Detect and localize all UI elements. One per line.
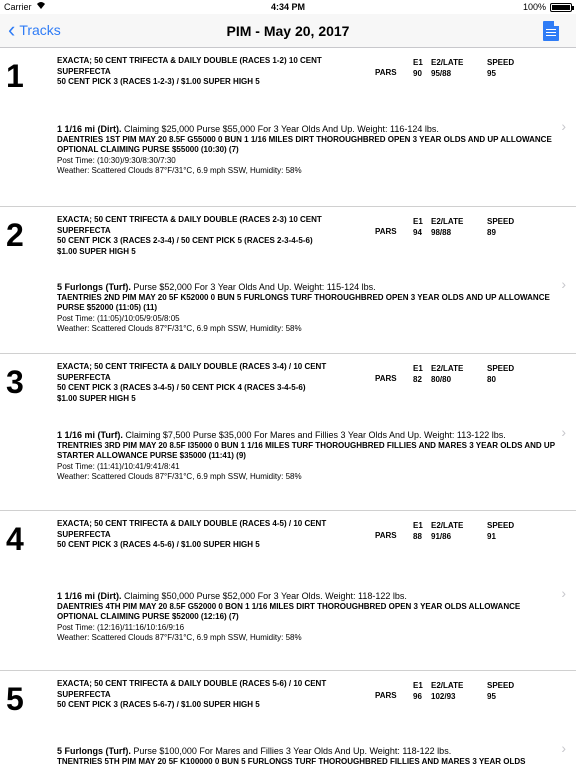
chevron-left-icon: ‹ <box>8 17 16 42</box>
pars-label: PARS <box>375 68 397 77</box>
race-entries: TNENTRIES 5TH PIM MAY 20 5F K100000 0 BUN 5 FURLONGS TURF THOROUGHBRED FILLIES AND MARES 3 YEAR OLDS <box>57 756 526 766</box>
speed-header: SPEED <box>487 681 515 690</box>
speed-column <box>487 363 514 385</box>
race-distance: 1 1/16 mi (Turf). <box>57 430 123 440</box>
pars-label: PARS <box>375 374 397 383</box>
race-cell[interactable] <box>0 354 576 511</box>
e1-column <box>413 520 423 542</box>
race-description <box>57 282 557 335</box>
post-time: Post Time: (11:41)/10:41/9:41/8:41 <box>57 461 180 471</box>
race-cell[interactable] <box>0 207 576 354</box>
speed-header: SPEED <box>487 364 515 373</box>
speed-header: SPEED <box>487 58 515 67</box>
wager-line: 50 CENT PICK 3 (RACES 2-3-4) / 50 CENT PICK 5 (RACES 2-3-4-5-6) <box>57 236 313 245</box>
weather: Weather: Scattered Clouds 87°F/31°C, 6.9 mph SSW, Humidity: 58% <box>57 633 302 642</box>
race-distance: 5 Furlongs (Turf). <box>57 746 131 756</box>
race-conditions: Claiming $7,500 Purse $35,000 For Mares and Fillies 3 Year Olds And Up. Weight: 113-122 lbs. <box>125 430 506 440</box>
race-headline <box>57 591 557 602</box>
race-wagers <box>57 56 367 88</box>
race-description <box>57 430 557 483</box>
e2-late-value: 102/93 <box>431 692 456 701</box>
race-entries: TAENTRIES 2ND PIM MAY 20 5F K52000 0 BUN 5 FURLONGS TURF THOROUGHBRED OPEN 3 YEAR OLDS AND UP ALLOWANCE PURSE $52000 (11:05) (11) <box>57 292 550 312</box>
e2-late-column <box>431 520 463 542</box>
e1-value: 96 <box>413 692 422 701</box>
speed-column <box>487 57 514 79</box>
chevron-right-icon: › <box>561 118 566 134</box>
race-wagers <box>57 362 367 404</box>
chevron-right-icon: › <box>561 585 566 601</box>
wager-line: EXACTA; 50 CENT TRIFECTA & DAILY DOUBLE (RACES 3-4) / 10 CENT SUPERFECTA <box>57 362 327 382</box>
e1-value: 82 <box>413 375 422 384</box>
race-wagers <box>57 519 367 551</box>
wager-line: 50 CENT PICK 3 (RACES 3-4-5) / 50 CENT PICK 4 (RACES 3-4-5-6) <box>57 383 306 392</box>
race-number: 3 <box>6 364 24 400</box>
wager-line: EXACTA; 50 CENT TRIFECTA & DAILY DOUBLE (RACES 4-5) / 10 CENT SUPERFECTA <box>57 519 327 539</box>
weather: Weather: Scattered Clouds 87°F/31°C, 6.9 mph SSW, Humidity: 58% <box>57 166 302 175</box>
race-conditions: Claiming $50,000 Purse $52,000 For 3 Year Olds. Weight: 118-122 lbs. <box>124 591 407 601</box>
weather: Weather: Scattered Clouds 87°F/31°C, 6.9 mph SSW, Humidity: 58% <box>57 324 302 333</box>
speed-header: SPEED <box>487 521 515 530</box>
weather: Weather: Scattered Clouds 87°F/31°C, 6.9 mph SSW, Humidity: 58% <box>57 472 302 481</box>
e2-late-column <box>431 680 463 702</box>
page-title: PIM - May 20, 2017 <box>226 23 350 39</box>
e1-column <box>413 216 423 238</box>
race-distance: 1 1/16 mi (Dirt). <box>57 124 122 134</box>
back-button-label: Tracks <box>19 22 61 38</box>
e2-late-value: 91/86 <box>431 532 452 541</box>
race-number: 2 <box>6 217 24 253</box>
pars-label: PARS <box>375 691 397 700</box>
race-entries: DAENTRIES 1ST PIM MAY 20 8.5F G55000 0 BUN 1 1/16 MILES DIRT THOROUGHBRED OPEN 3 YEAR OLDS AND UP ALLOWANCE OPTIONAL CLAIMING PURSE $55000 (10:30) (7) <box>57 134 552 154</box>
speed-header: SPEED <box>487 217 515 226</box>
e2-late-header: E2/LATE <box>431 217 464 226</box>
e1-header: E1 <box>413 521 423 530</box>
wager-line: EXACTA; 50 CENT TRIFECTA & DAILY DOUBLE (RACES 1-2) 10 CENT SUPERFECTA <box>57 56 322 76</box>
speed-value: 91 <box>487 532 496 541</box>
post-time: Post Time: (12:16)/11:16/10:16/9:16 <box>57 622 185 632</box>
e1-value: 90 <box>413 69 422 78</box>
e1-column <box>413 363 423 385</box>
race-cell[interactable] <box>0 671 576 768</box>
race-cell[interactable] <box>0 511 576 671</box>
race-description <box>57 746 557 767</box>
navigation-bar <box>0 14 576 48</box>
battery-percent: 100% <box>522 2 546 12</box>
post-time: Post Time: (10:30)/9:30/8:30/7:30 <box>57 155 176 165</box>
race-distance: 5 Furlongs (Turf). <box>57 282 131 292</box>
e2-late-column <box>431 363 463 385</box>
status-bar <box>0 0 576 14</box>
document-icon[interactable] <box>543 21 559 41</box>
chevron-right-icon: › <box>561 276 566 292</box>
e1-value: 88 <box>413 532 422 541</box>
speed-value: 95 <box>487 69 496 78</box>
e2-late-value: 98/88 <box>431 228 452 237</box>
pars-label: PARS <box>375 227 397 236</box>
wager-line: 50 CENT PICK 3 (RACES 1-2-3) / $1.00 SUPER HIGH 5 <box>57 77 260 86</box>
e2-late-value: 80/80 <box>431 375 452 384</box>
race-distance: 1 1/16 mi (Dirt). <box>57 591 122 601</box>
carrier-label: Carrier <box>4 2 32 12</box>
race-entries: TRENTRIES 3RD PIM MAY 20 8.5F I35000 0 BUN 1 1/16 MILES TURF THOROUGHBRED FILLIES AND MARES 3 YEAR OLDS AND UP STARTER ALLOWANCE PURSE $35000 (11:41) (9) <box>57 440 555 460</box>
battery-icon <box>550 3 572 12</box>
race-cell[interactable] <box>0 48 576 207</box>
e1-column <box>413 680 423 702</box>
race-number: 1 <box>6 58 24 94</box>
race-description <box>57 591 557 644</box>
e1-column <box>413 57 423 79</box>
post-time: Post Time: (11:05)/10:05/9:05/8:05 <box>57 313 180 323</box>
race-number: 5 <box>6 681 24 717</box>
wager-line: EXACTA; 50 CENT TRIFECTA & DAILY DOUBLE (RACES 2-3) 10 CENT SUPERFECTA <box>57 215 322 235</box>
race-headline <box>57 746 557 757</box>
race-wagers <box>57 679 367 711</box>
speed-column <box>487 680 514 702</box>
e2-late-value: 95/88 <box>431 69 452 78</box>
speed-column <box>487 520 514 542</box>
race-conditions: Purse $100,000 For Mares and Fillies 3 Year Olds And Up. Weight: 118-122 lbs. <box>133 746 452 756</box>
race-headline <box>57 124 557 135</box>
wager-line: EXACTA; 50 CENT TRIFECTA & DAILY DOUBLE (RACES 5-6) / 10 CENT SUPERFECTA <box>57 679 327 699</box>
wager-line: $1.00 SUPER HIGH 5 <box>57 246 136 256</box>
e1-value: 94 <box>413 228 422 237</box>
e2-late-header: E2/LATE <box>431 58 464 67</box>
e2-late-header: E2/LATE <box>431 364 464 373</box>
pars-label: PARS <box>375 531 397 540</box>
wager-line: 50 CENT PICK 3 (RACES 5-6-7) / $1.00 SUPER HIGH 5 <box>57 700 260 709</box>
race-wagers <box>57 215 367 257</box>
race-description <box>57 124 557 177</box>
race-conditions: Purse $52,000 For 3 Year Olds And Up. Weight: 115-124 lbs. <box>133 282 376 292</box>
clock: 4:34 PM <box>270 2 305 12</box>
race-headline <box>57 430 557 441</box>
chevron-right-icon: › <box>561 740 566 756</box>
e1-header: E1 <box>413 364 423 373</box>
race-conditions: Claiming $25,000 Purse $55,000 For 3 Year Olds And Up. Weight: 116-124 lbs. <box>124 124 439 134</box>
e1-header: E1 <box>413 58 423 67</box>
speed-value: 95 <box>487 692 496 701</box>
wager-line: 50 CENT PICK 3 (RACES 4-5-6) / $1.00 SUPER HIGH 5 <box>57 540 260 549</box>
wager-line: $1.00 SUPER HIGH 5 <box>57 393 136 403</box>
speed-column <box>487 216 514 238</box>
race-number: 4 <box>6 521 24 557</box>
speed-value: 89 <box>487 228 496 237</box>
chevron-right-icon: › <box>561 424 566 440</box>
speed-value: 80 <box>487 375 496 384</box>
e2-late-column <box>431 57 463 79</box>
e1-header: E1 <box>413 217 423 226</box>
e2-late-header: E2/LATE <box>431 681 464 690</box>
race-headline <box>57 282 557 293</box>
e2-late-header: E2/LATE <box>431 521 464 530</box>
race-entries: DAENTRIES 4TH PIM MAY 20 8.5F G52000 0 BON 1 1/16 MILES DIRT THOROUGHBRED OPEN 3 YEAR OLDS ALLOWANCE OPTIONAL CLAIMING PURSE $52000 (12:16) (7) <box>57 601 521 621</box>
e1-header: E1 <box>413 681 423 690</box>
e2-late-column <box>431 216 463 238</box>
